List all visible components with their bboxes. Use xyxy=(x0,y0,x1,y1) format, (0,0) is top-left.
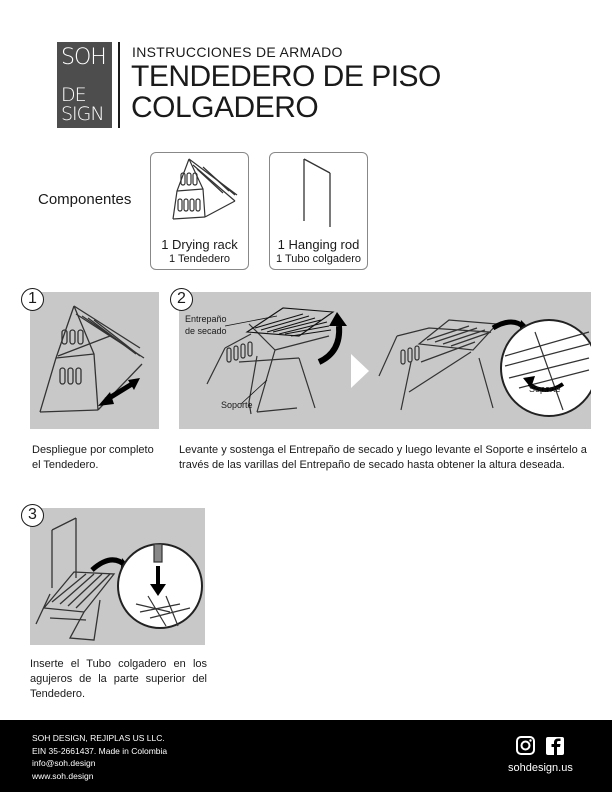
step-2-badge: 2 xyxy=(170,288,193,311)
step-1-illustration xyxy=(30,292,159,429)
footer-email[interactable]: info@soh.design xyxy=(32,758,96,768)
footer-website-link[interactable]: sohdesign.us xyxy=(508,762,573,774)
step-2-illustration xyxy=(179,292,591,429)
unfold-rack-drawing xyxy=(30,292,159,429)
step-3-illustration xyxy=(30,508,205,645)
next-triangle-icon xyxy=(351,354,369,388)
component-subname: 1 Tubo colgadero xyxy=(275,253,361,265)
double-arrow-icon xyxy=(98,378,140,406)
footer-company-name: SOH DESIGN, REJIPLAS US LLC. xyxy=(32,733,165,743)
component-name: 1 Drying rack xyxy=(161,237,238,252)
component-subname: 1 Tendedero xyxy=(169,253,230,265)
footer xyxy=(0,720,612,792)
logo-text-soh: SOH xyxy=(61,45,106,70)
label-soporte: Soporte xyxy=(221,400,253,410)
logo-text-de: DE xyxy=(61,84,86,106)
logo-text-sign: SIGN xyxy=(61,103,104,125)
component-card-hanging-rod xyxy=(269,152,368,270)
label-de-secado: de secado xyxy=(185,326,227,336)
component-card-drying-rack xyxy=(150,152,249,270)
document-title xyxy=(131,61,441,123)
footer-ein: EIN 35-2661437. Made in Colombia xyxy=(32,745,168,756)
insert-rod-drawing xyxy=(30,508,205,645)
document-subtitle: INSTRUCCIONES DE ARMADO xyxy=(132,44,343,60)
title-line-2: COLGADERO xyxy=(131,91,319,124)
header-divider xyxy=(118,42,120,128)
components-heading: Componentes xyxy=(38,191,132,208)
hanging-rod-illustration xyxy=(272,155,366,235)
step-3-badge: 3 xyxy=(21,504,44,527)
step-1-badge: 1 xyxy=(21,288,44,311)
title-line-1: TENDEDERO DE PISO xyxy=(131,60,441,93)
component-name: 1 Hanging rod xyxy=(277,237,360,252)
footer-www[interactable]: www.soh.design xyxy=(32,770,94,781)
step-1-description: Despliegue por completo el Tendedero. xyxy=(32,444,154,471)
facebook-icon[interactable] xyxy=(546,737,564,755)
instagram-icon[interactable] xyxy=(517,737,534,754)
zoom-detail-circle xyxy=(501,320,591,416)
drying-rack-illustration xyxy=(153,155,247,235)
brand-logo xyxy=(57,42,112,128)
step-3-description: Inserte el Tubo colgadero en los agujeros de la parte superior del Tendedero. xyxy=(30,658,207,700)
label-soporte-zoom: Soporte xyxy=(529,384,561,394)
step-2-description: Levante y sostenga el Entrepaño de secado y luego levante el Soporte e insértelo a través de las varillas del Entrepaño de secado hasta obtener la altura deseada. xyxy=(179,444,587,471)
label-entrepano: Entrepaño xyxy=(185,314,227,324)
footer-company-info xyxy=(32,732,167,782)
social-icons xyxy=(516,736,564,760)
